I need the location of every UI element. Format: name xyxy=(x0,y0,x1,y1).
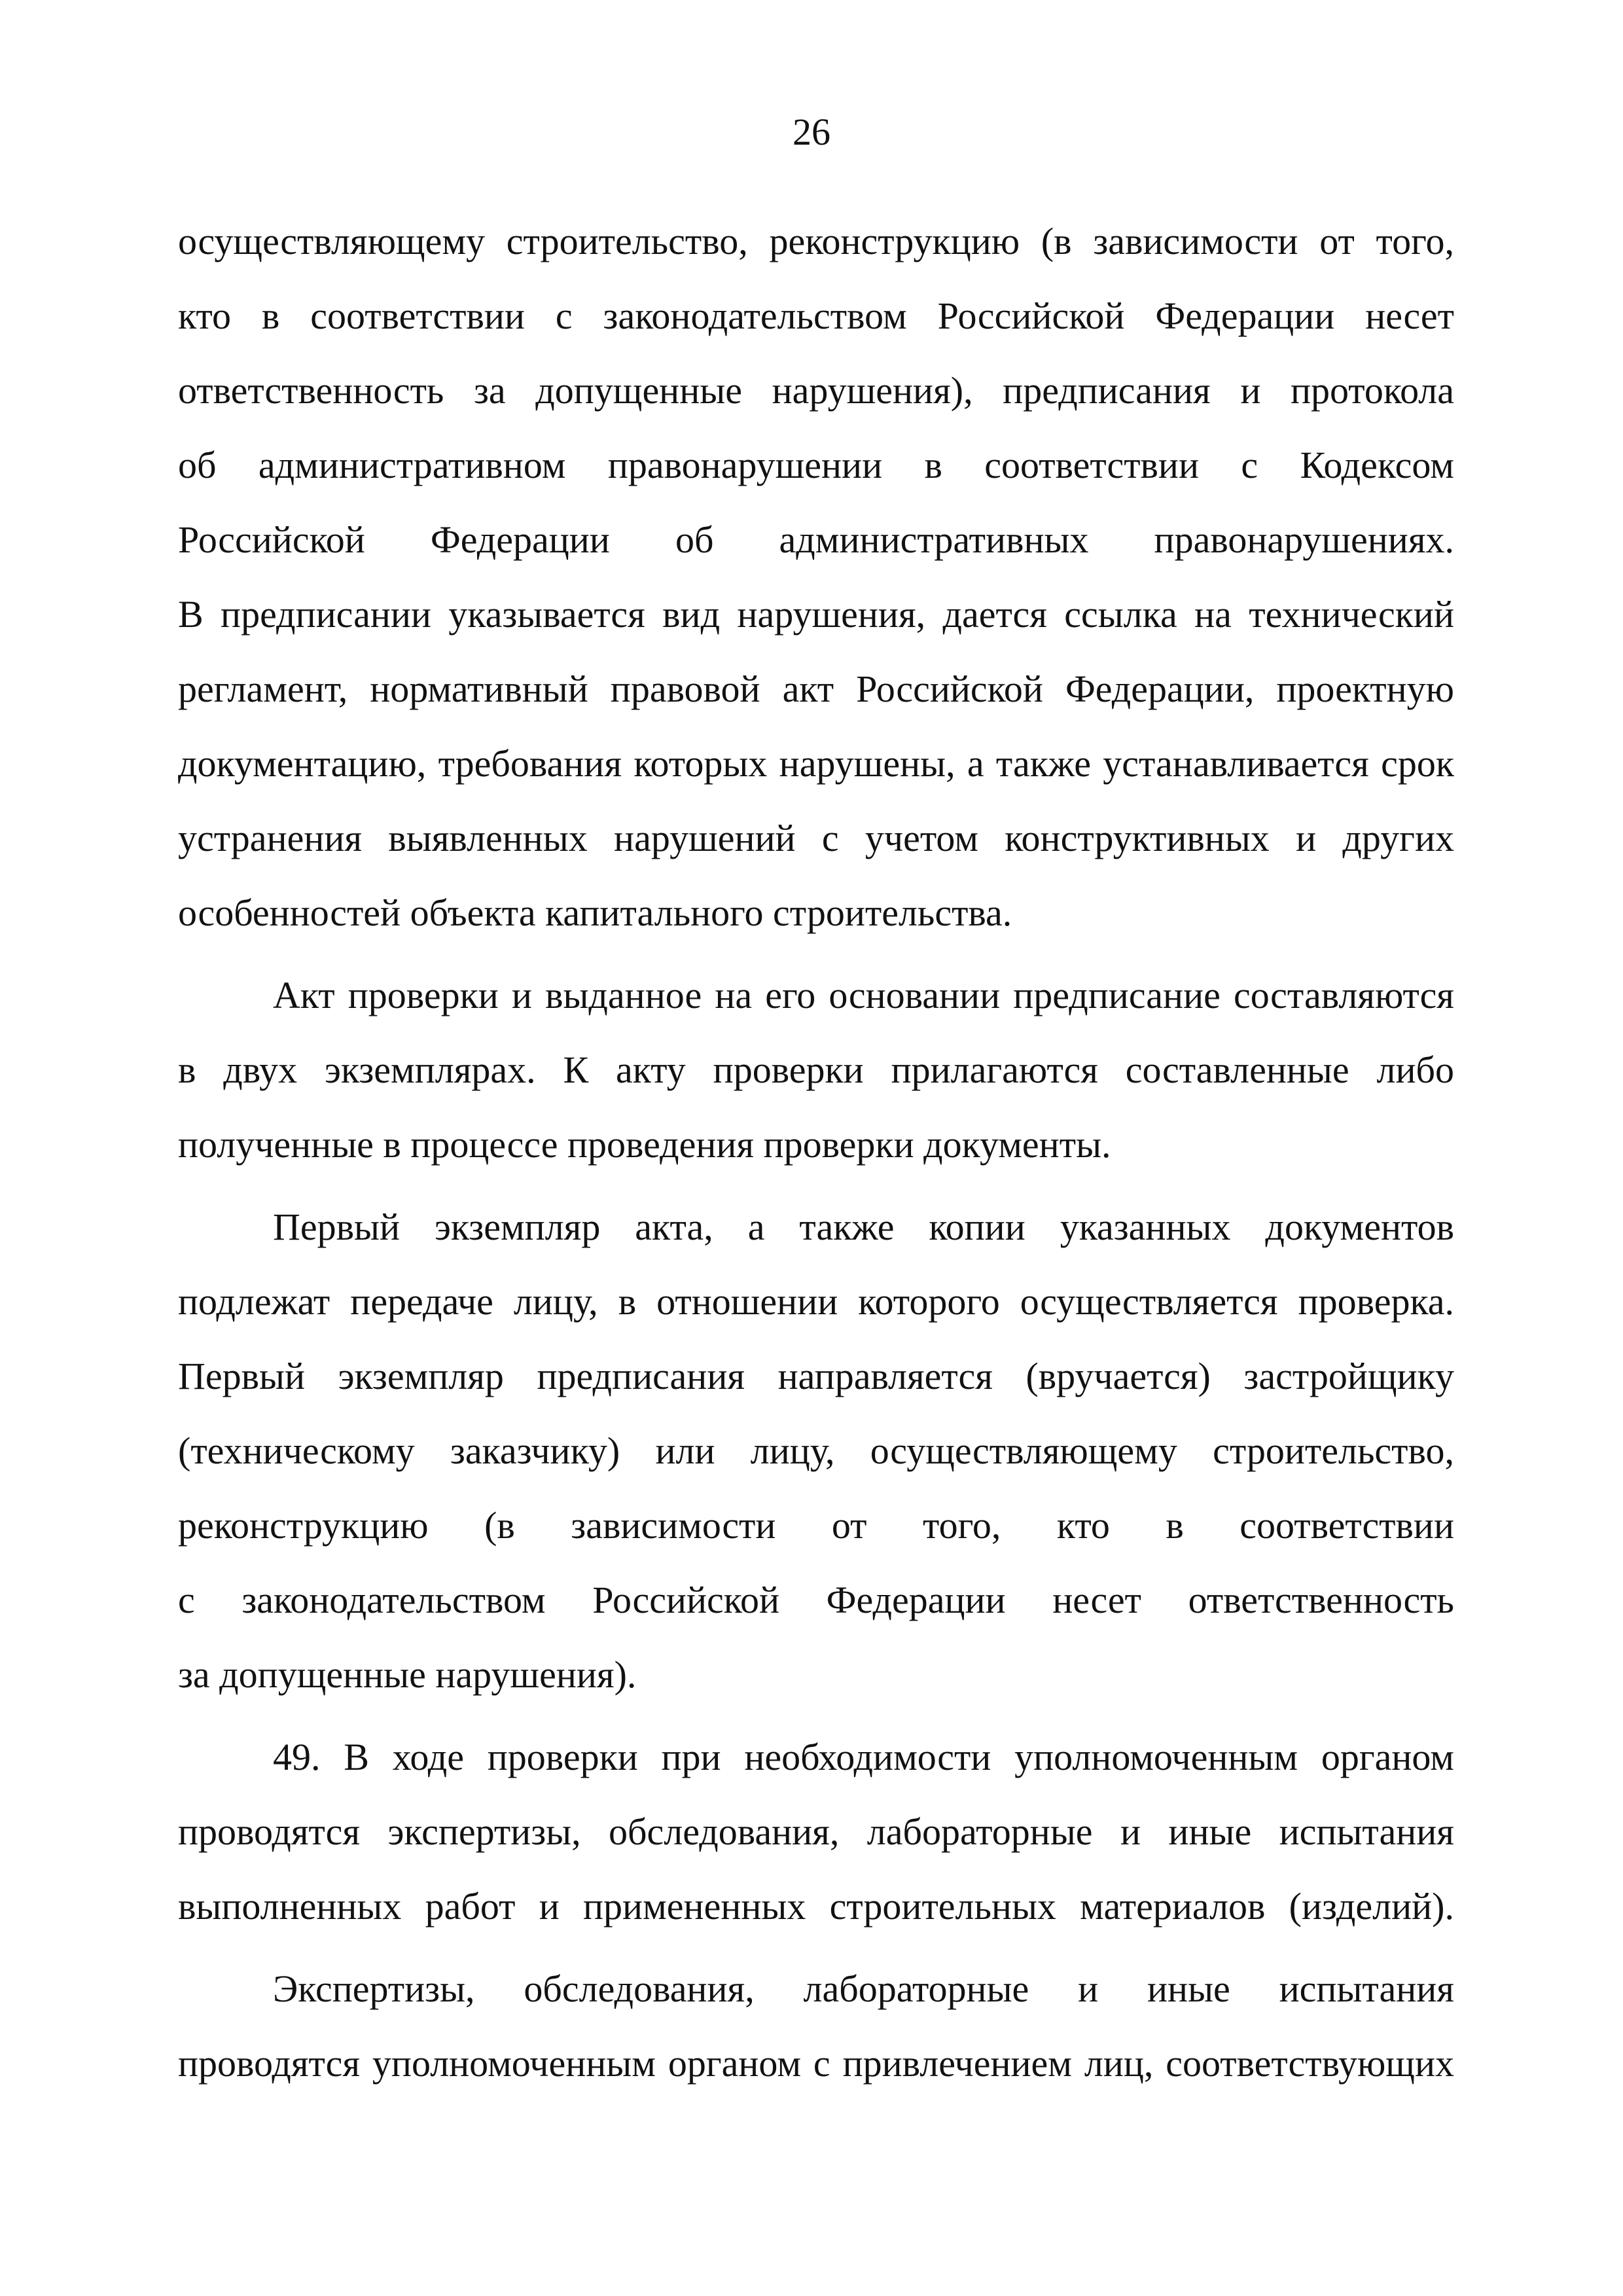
text-line: устранения выявленных нарушений с учетом конструктивных и других xyxy=(178,817,1454,859)
text-line: осуществляющему строительство, реконструкцию (в зависимости от того, xyxy=(178,220,1454,262)
paragraph-first-copy xyxy=(178,1190,1454,1712)
text-line: В предписании указывается вид нарушения, дается ссылка на технический xyxy=(178,593,1454,636)
text-line: подлежат передаче лицу, в отношении которого осуществляется проверка. xyxy=(178,1280,1454,1323)
text-line: за допущенные нарушения). xyxy=(178,1653,637,1696)
body-text xyxy=(178,204,1454,2101)
text-line: с законодательством Российской Федерации несет ответственность xyxy=(178,1579,1454,1621)
text-line: ответственность за допущенные нарушения), предписания и протокола xyxy=(178,369,1454,412)
text-line: документацию, требования которых нарушены, а также устанавливается срок xyxy=(178,742,1454,785)
text-line: Российской Федерации об административных правонарушениях. xyxy=(178,518,1454,561)
text-line: выполненных работ и примененных строительных материалов (изделий). xyxy=(178,1885,1454,1928)
text-line: кто в соответствии с законодательством Российской Федерации несет xyxy=(178,295,1454,337)
text-line: об административном правонарушении в соответствии с Кодексом xyxy=(178,444,1454,486)
text-line: Первый экземпляр предписания направляется (вручается) застройщику xyxy=(178,1355,1454,1397)
text-line: (техническому заказчику) или лицу, осуществляющему строительство, xyxy=(178,1429,1454,1472)
paragraph-spacing xyxy=(178,950,1454,958)
paragraph-49 xyxy=(178,1720,1454,1944)
text-line: Экспертизы, обследования, лабораторные и иные испытания xyxy=(273,1967,1454,2010)
text-line: Первый экземпляр акта, а также копии указанных документов xyxy=(273,1206,1454,1248)
text-line: особенностей объекта капитального строительства. xyxy=(178,891,1012,934)
text-line: полученные в процессе проведения проверки документы. xyxy=(178,1123,1111,1166)
text-line: проводятся экспертизы, обследования, лабораторные и иные испытания xyxy=(178,1810,1454,1853)
text-line: 49. В ходе проверки при необходимости уполномоченным органом xyxy=(273,1736,1454,1778)
text-line: проводятся уполномоченным органом с привлечением лиц, соответствующих xyxy=(178,2042,1454,2085)
text-line: реконструкцию (в зависимости от того, кто в соответствии xyxy=(178,1504,1454,1547)
paragraph-continuation xyxy=(178,204,1454,950)
paragraph-spacing xyxy=(178,1712,1454,1720)
paragraph-spacing xyxy=(178,1944,1454,1952)
text-line: в двух экземплярах. К акту проверки прилагаются составленные либо xyxy=(178,1049,1454,1091)
text-line: Акт проверки и выданное на его основании предписание составляются xyxy=(273,974,1454,1016)
paragraph-expertise xyxy=(178,1952,1454,2101)
paragraph-act xyxy=(178,958,1454,1182)
paragraph-spacing xyxy=(178,1182,1454,1190)
text-line: регламент, нормативный правовой акт Российской Федерации, проектную xyxy=(178,668,1454,710)
page-number: 26 xyxy=(793,111,830,153)
